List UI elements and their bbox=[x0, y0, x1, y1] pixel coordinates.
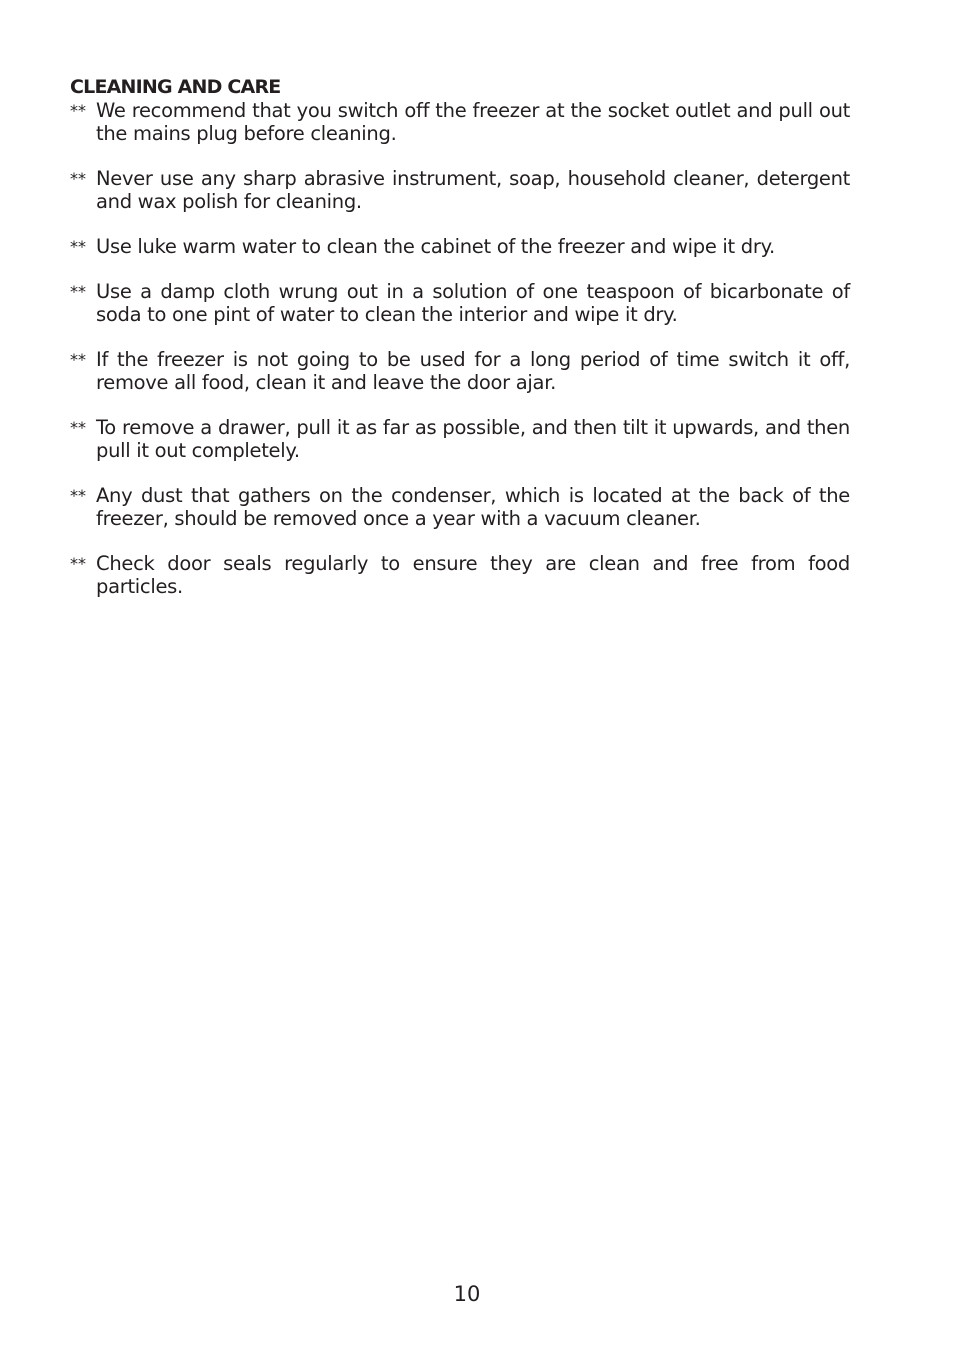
list-marker: ** bbox=[70, 350, 86, 369]
list-marker: ** bbox=[70, 237, 86, 256]
list-item bbox=[70, 348, 850, 394]
list-item-text: Use luke warm water to clean the cabinet of the freezer and wipe it dry. bbox=[96, 235, 775, 258]
list-item-text: Never use any sharp abrasive instrument, soap, household cleaner, detergent and wax polish for cleaning. bbox=[96, 167, 850, 213]
list-item-text: We recommend that you switch off the freezer at the socket outlet and pull out the mains plug before cleaning. bbox=[96, 99, 850, 145]
document-page bbox=[70, 76, 850, 620]
list-item-text: To remove a drawer, pull it as far as possible, and then tilt it upwards, and then pull it out completely. bbox=[96, 416, 850, 462]
list-item-text: Use a damp cloth wrung out in a solution of one teaspoon of bicarbonate of soda to one pint of water to clean the interior and wipe it dry. bbox=[96, 280, 850, 326]
list-item bbox=[70, 167, 850, 213]
list-marker: ** bbox=[70, 282, 86, 301]
list-marker: ** bbox=[70, 486, 86, 505]
list-item bbox=[70, 416, 850, 462]
list-marker: ** bbox=[70, 418, 86, 437]
list-item bbox=[70, 484, 850, 530]
page-number: 10 bbox=[453, 1282, 481, 1306]
list-item bbox=[70, 280, 850, 326]
list-item-text: Any dust that gathers on the condenser, which is located at the back of the freezer, should be removed once a year with a vacuum cleaner. bbox=[96, 484, 850, 530]
list-marker: ** bbox=[70, 101, 86, 120]
section-heading: CLEANING AND CARE bbox=[70, 76, 281, 98]
list-item bbox=[70, 235, 850, 258]
list-item-text: If the freezer is not going to be used for a long period of time switch it off, remove all food, clean it and leave the door ajar. bbox=[96, 348, 850, 394]
list-item bbox=[70, 99, 850, 145]
list-marker: ** bbox=[70, 554, 86, 573]
list-item-text: Check door seals regularly to ensure they are clean and free from food particles. bbox=[96, 552, 850, 598]
list-item bbox=[70, 552, 850, 598]
care-instructions-list bbox=[70, 99, 850, 598]
list-marker: ** bbox=[70, 169, 86, 188]
